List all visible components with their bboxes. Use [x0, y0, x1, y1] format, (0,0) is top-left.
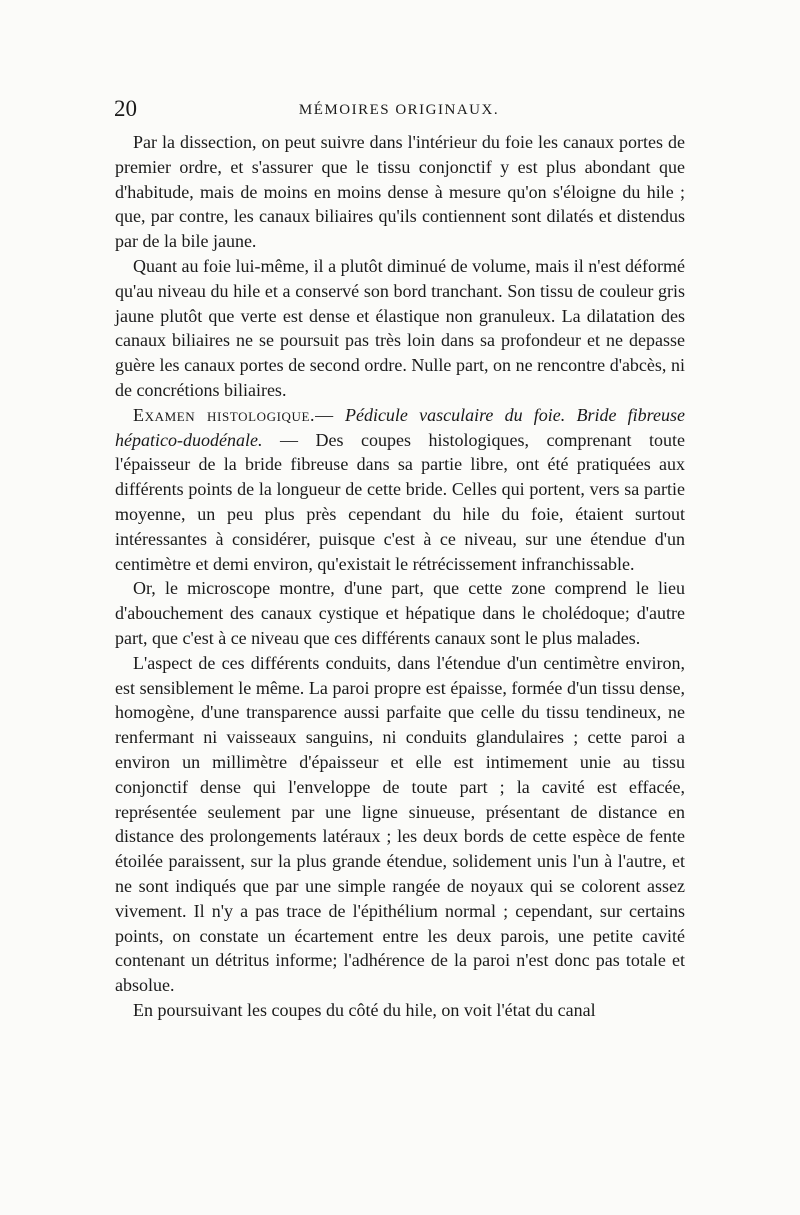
paragraph-text: Quant au foie lui-même, il a plutôt diminué de volume, mais il n'est déformé qu'au niveau du hile et a conservé son bord tranchant. Son tissu de couleur gris jaune plutôt que verte est dense et élastique non granuleux. La dilatation des canaux biliaires ne se poursuit pas très loin dans sa profondeur et ne depasse guère les canaux portes de second ordre. Nulle part, on ne rencontre d'abcès, ni de concrétions biliaires.: [115, 255, 685, 400]
paragraph-text: — Des coupes histologiques, comprenant toute l'épaisseur de la bride fibreuse dans sa partie libre, ont été pratiquées aux différents points de la longueur de cette bride. Celles qui portent, vers sa partie moyenne, un peu plus près cependant du hile du foie, étaient surtout intéressantes à considérer, puisque c'est à ce niveau, sur une étendue d'un centimètre et demi environ, qu'existait le rétrécissement infranchissable.: [115, 429, 685, 574]
paragraph: [115, 130, 685, 254]
section-heading: Examen histologique.—: [133, 404, 334, 425]
paragraph-text: Or, le microscope montre, d'une part, que cette zone comprend le lieu d'abouchement des canaux cystique et hépatique dans le cholédoque; d'autre part, que c'est à ce niveau que ces différents canaux sont le plus malades.: [115, 578, 685, 648]
paragraph-text: L'aspect de ces différents conduits, dans l'étendue d'un centimètre environ, est sensiblement le même. La paroi propre est épaisse, formée d'un tissu dense, homogène, d'une transparence aussi parfaite que celle du tissu tendineux, ne renfermant ni vaisseaux sanguins, ni conduits glandulaires ; cette paroi a environ un millimètre d'épaisseur et elle est intimement unie au tissu conjonctif dense qui l'enveloppe de toute part ; la cavité est effacée, représentée seulement par une ligne sinueuse, présentant de distance en distance des prolongements latéraux ; les deux bords de cette espèce de fente étoilée paraissent, sur la plus grande étendue, solidement unis l'un à l'autre, et ne sont indiqués que par une simple rangée de noyaux qui se colorent assez vivement. Il n'y a pas trace de l'épithélium normal ; cependant, sur certains points, on constate un écartement entre les deux parois, une petite cavité contenant un détritus informe; l'adhérence de la paroi n'est donc pas totale et absolue.: [115, 652, 685, 996]
paragraph: [115, 403, 685, 577]
page-header: [114, 96, 684, 126]
paragraph-text: En poursuivant les coupes du côté du hile, on voit l'état du canal: [133, 999, 596, 1020]
paragraph-text: Par la dissection, on peut suivre dans l'intérieur du foie les canaux portes de premier ordre, et s'assurer que le tissu conjonctif y est plus abondant que d'habitude, mais de moins en moins dense à mesure qu'on s'éloigne du hile ; que, par contre, les canaux biliaires qu'ils contiennent sont dilatés et distendus par de la bile jaune.: [115, 132, 685, 252]
section-subheading: Pédicule vasculaire du foie. Bride fibreuse hépatico-duodénale.: [115, 404, 685, 450]
paragraph: [115, 651, 685, 998]
body-text: [115, 130, 685, 1023]
paragraph: [115, 998, 685, 1023]
paragraph: [115, 254, 685, 403]
paragraph: [115, 576, 685, 650]
page-number: 20: [114, 96, 137, 121]
running-head: MÉMOIRES ORIGINAUX.: [298, 102, 500, 118]
